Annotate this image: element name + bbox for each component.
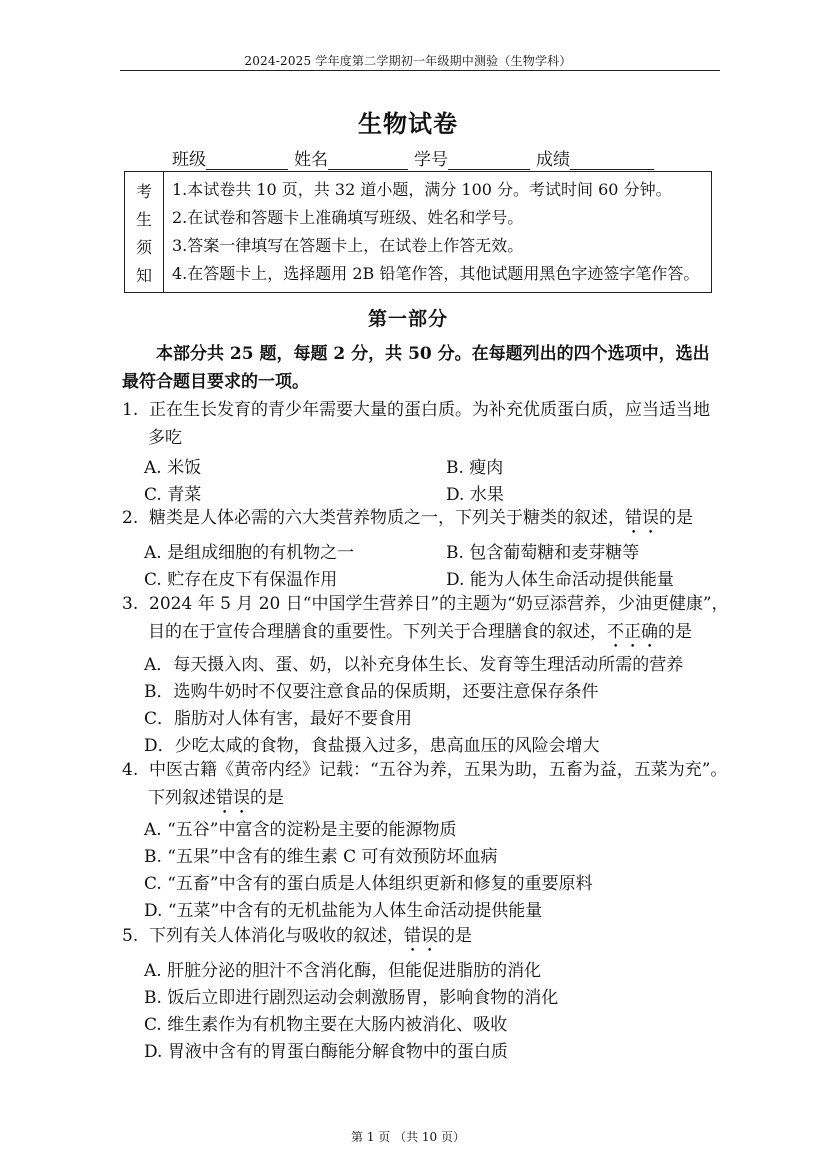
name-label: 姓名 xyxy=(294,150,328,170)
question-number: 1. xyxy=(122,400,139,420)
class-label: 班级 xyxy=(172,150,206,170)
question-5 xyxy=(122,922,722,956)
class-blank[interactable] xyxy=(206,151,288,170)
option-b[interactable]: B. “五果”中含有的维生素 C 可有效预防坏血病 xyxy=(144,847,498,867)
notice-item: 2.在试卷和答题卡上准确填写班级、姓名和学号。 xyxy=(172,208,524,227)
option-c[interactable]: C．脂肪对人体有害，最好不要食用 xyxy=(144,709,413,729)
notice-item: 3.答案一律填写在答题卡上，在试卷上作答无效。 xyxy=(172,236,524,255)
option-c[interactable]: C. 贮存在皮下有保温作用 xyxy=(144,570,338,590)
option-a[interactable]: A. “五谷”中富含的淀粉是主要的能源物质 xyxy=(144,820,457,840)
notice-label-char: 考 xyxy=(135,181,152,201)
question-number: 2. xyxy=(122,508,139,528)
notice-label-char: 须 xyxy=(135,237,152,257)
option-a[interactable]: A. 是组成细胞的有机物之一 xyxy=(144,543,355,563)
name-blank[interactable] xyxy=(328,151,408,170)
page-title: 生物试卷 xyxy=(358,109,458,138)
score-label: 成绩 xyxy=(536,150,570,170)
option-b[interactable]: B. 包含葡萄糖和麦芽糖等 xyxy=(446,543,640,563)
score-blank[interactable] xyxy=(570,151,654,170)
header-rule xyxy=(120,70,720,71)
question-stem-cont: 多吃 xyxy=(148,428,182,448)
question-stem: 3. 2024 年 5 月 20 日“中国学生营养日”的主题为“奶豆添营养，少油更健康”， xyxy=(122,594,729,614)
notice-item: 1.本试卷共 10 页，共 32 道小题，满分 100 分。考试时间 60 分钟。 xyxy=(172,180,672,199)
question-3 xyxy=(122,590,729,652)
option-b[interactable]: B. 饭后立即进行剧烈运动会刺激肠胃，影响食物的消化 xyxy=(144,988,559,1008)
option-d[interactable]: D. 胃液中含有的胃蛋白酶能分解食物中的蛋白质 xyxy=(144,1042,508,1062)
question-stem: 2. 糖类是人体必需的六大类营养物质之一，下列关于糖类的叙述，错误的是 xyxy=(122,508,694,528)
notice-box xyxy=(124,171,712,293)
question-1 xyxy=(122,396,722,452)
question-4 xyxy=(122,756,728,818)
notice-label-char: 知 xyxy=(135,265,152,285)
notice-items xyxy=(164,172,711,292)
option-a[interactable]: A. 米饭 xyxy=(144,458,202,478)
question-stem: 1. 正在生长发育的青少年需要大量的蛋白质。为补充优质蛋白质，应当适当地 xyxy=(122,400,711,420)
part-intro: 本部分共 25 题，每题 2 分，共 50 分。在每题列出的四个选项中，选出最符合题目要求的一项。 xyxy=(122,344,710,392)
option-d[interactable]: D. 能为人体生命活动提供能量 xyxy=(446,570,674,590)
id-field xyxy=(414,145,536,170)
page-footer: 第 1 页 （共 10 页） xyxy=(351,1130,465,1144)
student-info-row xyxy=(172,145,660,170)
question-stem: 5. 下列有关人体消化与吸收的叙述，错误的是 xyxy=(122,926,473,946)
option-c[interactable]: C. 青菜 xyxy=(144,485,202,505)
class-field xyxy=(172,145,294,170)
question-stem-cont: 下列叙述错误的是 xyxy=(148,788,284,808)
option-c[interactable]: C. 维生素作为有机物主要在大肠内被消化、吸收 xyxy=(144,1015,508,1035)
question-number: 5. xyxy=(122,926,139,946)
option-d[interactable]: D. “五菜”中含有的无机盐能为人体生命活动提供能量 xyxy=(144,901,543,921)
question-number: 3. xyxy=(122,594,139,614)
id-blank[interactable] xyxy=(448,151,530,170)
id-label: 学号 xyxy=(414,150,448,170)
score-field xyxy=(536,145,660,170)
question-stem-cont: 目的在于宣传合理膳食的重要性。下列关于合理膳食的叙述，不正确的是 xyxy=(148,622,692,642)
notice-label-char: 生 xyxy=(135,209,152,229)
option-a[interactable]: A. 肝脏分泌的胆汁不含消化酶，但能促进脂肪的消化 xyxy=(144,961,542,981)
option-d[interactable]: D. 水果 xyxy=(446,485,504,505)
option-a[interactable]: A．每天摄入肉、蛋、奶，以补充身体生长、发育等生理活动所需的营养 xyxy=(144,655,684,675)
exam-header: 2024-2025 学年度第二学期初一年级期中测验（生物学科） xyxy=(244,54,572,68)
question-stem: 4. 中医古籍《黄帝内经》记载：“五谷为养，五果为助，五畜为益，五菜为充”。 xyxy=(122,760,728,780)
question-number: 4. xyxy=(122,760,139,780)
option-c[interactable]: C. “五畜”中含有的蛋白质是人体组织更新和修复的重要原料 xyxy=(144,874,593,894)
option-b[interactable]: B. 瘦肉 xyxy=(446,458,504,478)
question-2 xyxy=(122,504,722,538)
notice-item: 4.在答题卡上，选择题用 2B 铅笔作答，其他试题用黑色字迹签字笔作答。 xyxy=(172,264,700,283)
name-field xyxy=(294,145,414,170)
option-d[interactable]: D．少吃太咸的食物，食盐摄入过多，患高血压的风险会增大 xyxy=(144,736,600,756)
notice-label xyxy=(125,172,164,292)
part-title: 第一部分 xyxy=(367,308,448,330)
option-b[interactable]: B．选购牛奶时不仅要注意食品的保质期，还要注意保存条件 xyxy=(144,682,599,702)
